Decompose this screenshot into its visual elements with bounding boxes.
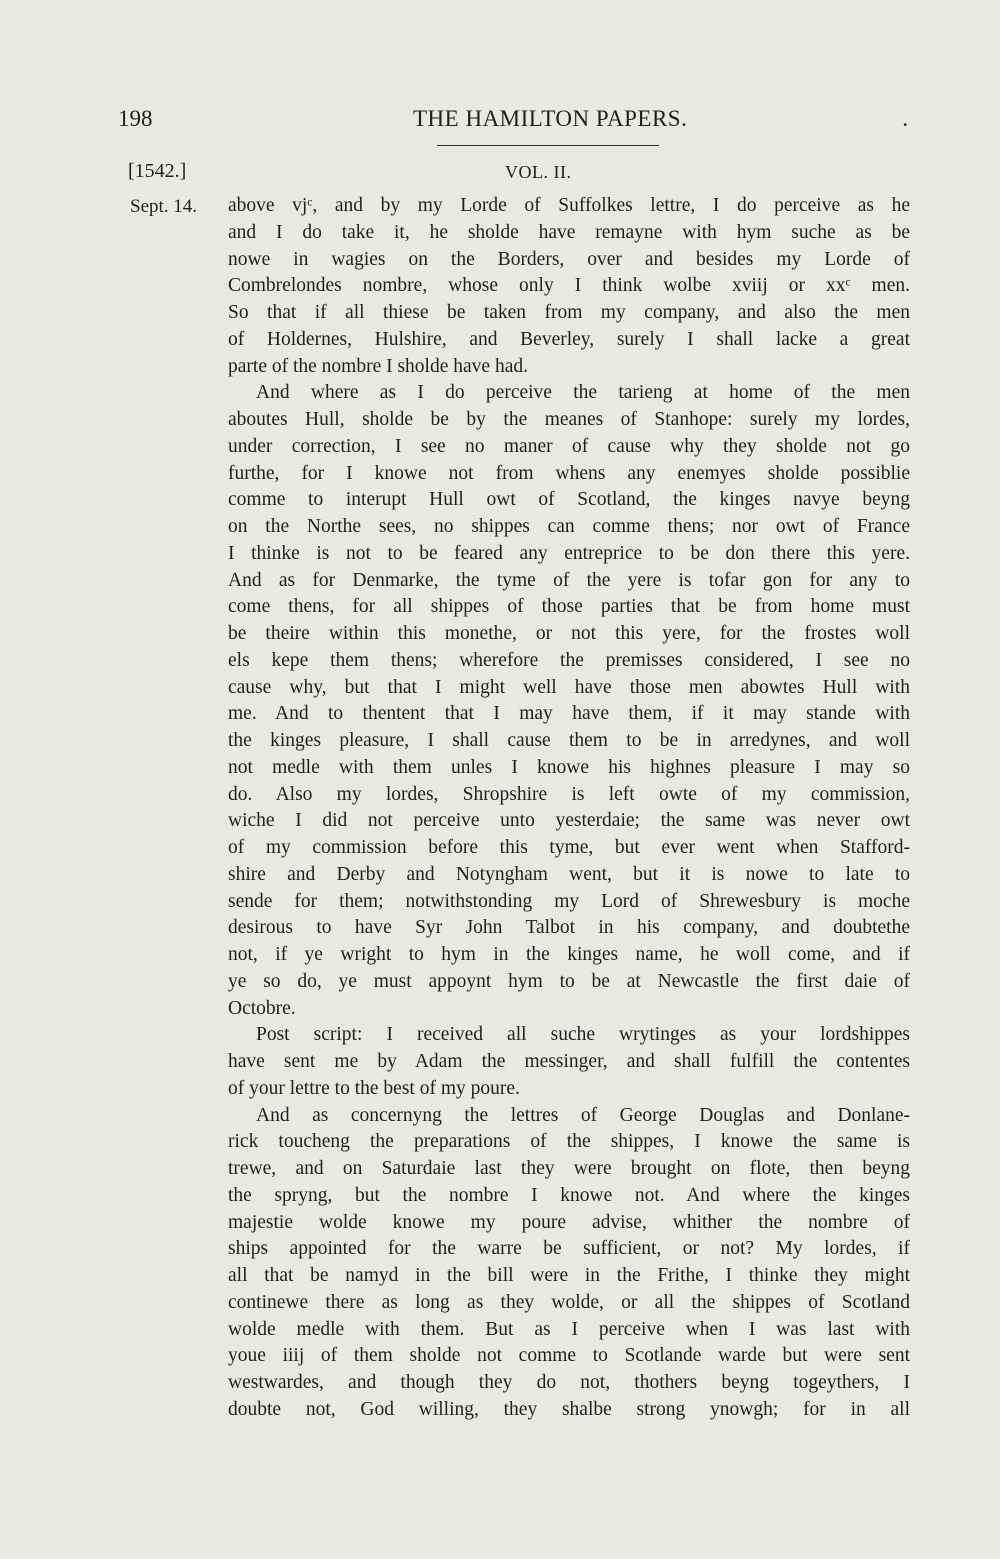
text-line: be theire within this monethe, or not this yere, for the frostes woll bbox=[228, 623, 910, 644]
text-line: ye so do, ye must appoynt hym to be at Newcastle the first daie of bbox=[228, 970, 910, 992]
text-line: above vjᶜ, and by my Lorde of Suffolkes lettre, I do perceive as he bbox=[228, 195, 910, 216]
text-line: cause why, but that I might well have those men abowtes Hull with bbox=[228, 676, 910, 698]
text-line: under correction, I see no maner of cause why they sholde not go bbox=[228, 435, 910, 457]
body-text bbox=[228, 193, 910, 1424]
text-line: the spryng, but the nombre I knowe not. And where the kinges bbox=[228, 1184, 910, 1206]
text-line: Combrelondes nombre, whose only I think wolbe xviij or xxᶜ men. bbox=[228, 275, 910, 297]
text-line: of your lettre to the best of my poure. bbox=[228, 1077, 520, 1099]
text-line: rick toucheng the preparations of the shippes, I knowe the same is bbox=[228, 1131, 910, 1153]
page-number: 198 bbox=[118, 106, 153, 131]
text-line: aboutes Hull, sholde be by the meanes of Stanhope: surely my lordes, bbox=[228, 409, 910, 430]
text-line: nowe in wagies on the Borders, over and besides my Lorde of bbox=[228, 248, 910, 270]
text-line: parte of the nombre I sholde have had. bbox=[228, 355, 528, 377]
running-head bbox=[118, 106, 908, 140]
text-line: of Holdernes, Hulshire, and Beverley, surely I shall lacke a great bbox=[228, 328, 910, 350]
text-line: ships appointed for the warre be sufficient, or not? My lordes, if bbox=[228, 1238, 910, 1260]
text-line: And where as I do perceive the tarieng at home of the men bbox=[256, 382, 910, 404]
text-line: and I do take it, he sholde have remayne with hym suche as be bbox=[228, 221, 910, 243]
text-line: majestie wolde knowe my poure advise, whither the nombre of bbox=[228, 1211, 910, 1233]
year-label: [1542.] bbox=[128, 160, 187, 182]
text-line: me. And to thentent that I may have them, if it may stande with bbox=[228, 703, 910, 725]
title-rule bbox=[437, 145, 659, 146]
text-line: els kepe them thens; wherefore the premisses considered, I see no bbox=[228, 649, 910, 671]
volume-label: VOL. II. bbox=[505, 162, 572, 182]
text-line: continewe there as long as they wolde, or all the shippes of Scotland bbox=[228, 1291, 910, 1313]
text-line: Octobre. bbox=[228, 997, 296, 1019]
text-line: youe iiij of them sholde not comme to Scotlande warde but were sent bbox=[228, 1345, 910, 1367]
text-line: westwardes, and though they do not, thothers beyng togeythers, I bbox=[228, 1372, 910, 1393]
margin-date: Sept. 14. bbox=[130, 196, 198, 217]
text-line: desirous to have Syr John Talbot in his company, and doubtethe bbox=[228, 917, 910, 939]
text-line: furthe, for I knowe not from whens any enemyes sholde possiblie bbox=[228, 462, 910, 484]
text-line: sende for them; notwithstonding my Lord of Shrewesbury is moche bbox=[228, 890, 910, 912]
text-line: doubte not, God willing, they shalbe strong ynowgh; for in all bbox=[228, 1398, 910, 1420]
text-line: wolde medle with them. But as I perceive when I was last with bbox=[228, 1318, 910, 1340]
text-line: And as for Denmarke, the tyme of the yere is tofar gon for any to bbox=[228, 569, 910, 591]
text-line: do. Also my lordes, Shropshire is left owte of my commission, bbox=[228, 783, 910, 805]
text-line: trewe, and on Saturdaie last they were brought on flote, then beyng bbox=[228, 1158, 910, 1179]
text-line: the kinges pleasure, I shall cause them to be in arredynes, and woll bbox=[228, 730, 910, 751]
text-line: So that if all thiese be taken from my company, and also the men bbox=[228, 302, 910, 323]
text-line: have sent me by Adam the messinger, and shall fulfill the contentes bbox=[228, 1051, 910, 1072]
text-line: Post script: I received all suche wrytinges as your lordshippes bbox=[256, 1024, 910, 1046]
text-line: And as concernyng the lettres of George Douglas and Donlane- bbox=[256, 1104, 910, 1126]
text-line: of my commission before this tyme, but ever went when Stafford- bbox=[228, 837, 910, 858]
text-line: wiche I did not perceive unto yesterdaie; the same was never owt bbox=[228, 810, 910, 832]
text-line: all that be namyd in the bill were in the Frithe, I thinke they might bbox=[228, 1265, 910, 1286]
text-line: shire and Derby and Notyngham went, but it is nowe to late to bbox=[228, 863, 910, 885]
text-line: come thens, for all shippes of those parties that be from home must bbox=[228, 596, 910, 618]
text-line: not, if ye wright to hym in the kinges name, he woll come, and if bbox=[228, 944, 910, 965]
text-line: not medle with them unles I knowe his highnes pleasure I may so bbox=[228, 756, 910, 778]
header-dot: . bbox=[902, 106, 908, 131]
book-title: THE HAMILTON PAPERS. bbox=[413, 106, 688, 131]
text-line: I thinke is not to be feared any entreprice to be don there this yere. bbox=[228, 542, 910, 564]
text-line: comme to interupt Hull owt of Scotland, the kinges navye beyng bbox=[228, 489, 910, 511]
text-line: on the Northe sees, no shippes can comme thens; nor owt of France bbox=[228, 516, 910, 537]
